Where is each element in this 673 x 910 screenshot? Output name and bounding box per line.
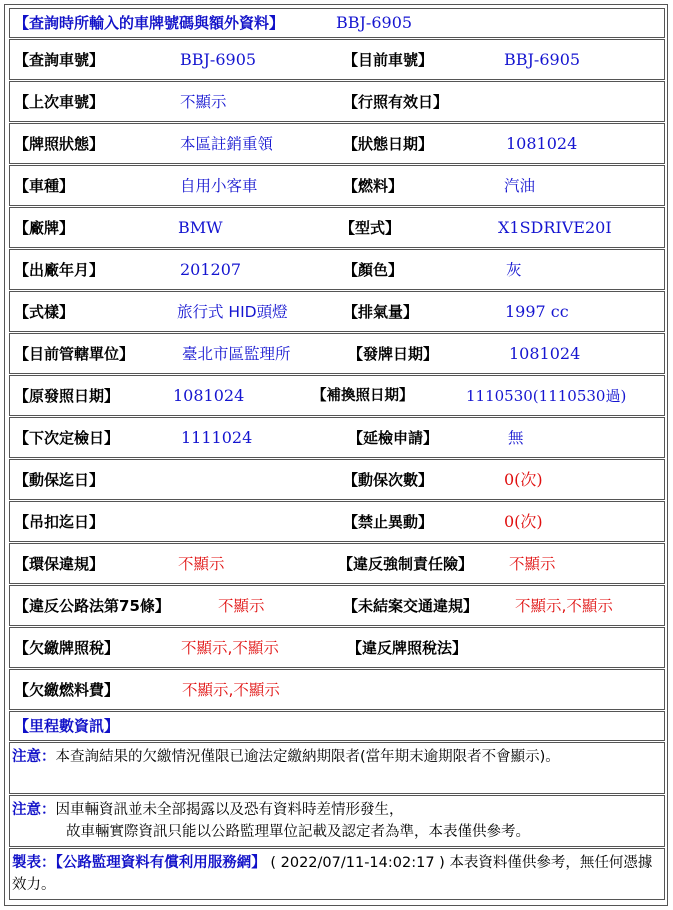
- value-body-style: 旅行式 HID頭燈: [177, 303, 288, 321]
- footer-label: 製表：: [12, 855, 56, 871]
- label-unpaid-fuel-fee: 【欠繳燃料費】: [14, 681, 120, 699]
- note2-line2-block: [66, 821, 530, 843]
- label-brand: 【廠牌】: [14, 219, 75, 237]
- value-vehicle-type: 自用小客車: [180, 177, 258, 195]
- query-header-plate: BBJ-6905: [336, 13, 413, 32]
- label-suspension-end: 【吊扣迄日】: [14, 513, 105, 531]
- value-chattel-mortgage-count: 0(次): [504, 470, 543, 489]
- value-plate-issue-date: 1081024: [509, 344, 581, 363]
- label-chattel-mortgage-count: 【動保次數】: [343, 471, 434, 489]
- label-plate-issue-date: 【發牌日期】: [348, 345, 439, 363]
- footer-row: [9, 848, 665, 900]
- footer-text: 本表資料僅供參考，無任何憑據效力。: [12, 855, 653, 893]
- note2-line2: 故車輛實際資訊只能以公路監理單位記載及認定者為準，本表僅供參考。: [66, 824, 530, 840]
- row-highway-act-violation: [9, 585, 665, 626]
- note2-label: 注意：: [12, 802, 56, 818]
- value-open-traffic-violation: 不顯示,不顯示: [515, 597, 613, 615]
- value-reissue-date: 1110530(1110530過): [466, 387, 627, 405]
- row-jurisdiction: [9, 333, 665, 374]
- note1-text-block: [12, 746, 660, 768]
- row-environmental-violation: [9, 543, 665, 584]
- value-plate-status: 本區註銷重領: [180, 135, 274, 153]
- label-jurisdiction: 【目前管轄單位】: [14, 345, 135, 363]
- value-manufacture-date: 201207: [180, 260, 242, 279]
- label-model: 【型式】: [340, 219, 401, 237]
- label-previous-plate: 【上次車號】: [14, 93, 105, 111]
- row-plate-status: [9, 123, 665, 164]
- row-previous-plate: [9, 81, 665, 122]
- value-color: 灰: [506, 261, 522, 279]
- label-color: 【顏色】: [343, 261, 404, 279]
- label-license-tax-violation: 【違反牌照稅法】: [347, 639, 468, 657]
- row-query-plate: [9, 39, 665, 80]
- value-unpaid-fuel-fee: 不顯示,不顯示: [182, 681, 280, 699]
- value-original-license-date: 1081024: [173, 386, 245, 405]
- value-unpaid-license-tax: 不顯示,不顯示: [181, 639, 279, 657]
- label-insurance-violation: 【違反強制責任險】: [338, 555, 474, 573]
- row-manufacture-date: [9, 249, 665, 290]
- note1-text: 本查詢結果的欠繳情況僅限已逾法定繳納期限者(當年期末逾期限者不會顯示)。: [55, 749, 560, 765]
- label-chattel-mortgage-end: 【動保迄日】: [14, 471, 105, 489]
- value-insurance-violation: 不顯示: [509, 555, 556, 573]
- value-environmental-violation: 不顯示: [178, 555, 225, 573]
- label-query-plate: 【查詢車號】: [14, 51, 105, 69]
- mileage-label: 【里程數資訊】: [14, 717, 120, 735]
- query-header-title: 【查詢時所輸入的車牌號碼與額外資料】: [14, 14, 285, 32]
- label-environmental-violation: 【環保違規】: [14, 555, 105, 573]
- label-fuel: 【燃料】: [343, 177, 404, 195]
- value-displacement: 1997 cc: [505, 302, 569, 321]
- label-status-date: 【狀態日期】: [343, 135, 434, 153]
- note2-line1-block: [12, 799, 404, 821]
- note1-label: 注意：: [12, 749, 56, 765]
- value-fuel: 汽油: [504, 177, 536, 195]
- label-body-style: 【式樣】: [14, 303, 75, 321]
- note2-line1: 因車輛資訊並未全部揭露以及恐有資料時差情形發生，: [55, 802, 404, 818]
- label-license-valid-date: 【行照有效日】: [343, 93, 449, 111]
- value-brand: BMW: [178, 218, 223, 237]
- row-brand: [9, 207, 665, 248]
- label-transfer-prohibited: 【禁止異動】: [343, 513, 434, 531]
- label-manufacture-date: 【出廠年月】: [14, 261, 105, 279]
- label-reissue-date: 【補換照日期】: [312, 388, 414, 404]
- label-highway-act-violation: 【違反公路法第75條】: [14, 597, 170, 615]
- value-model: X1SDRIVE20I: [498, 218, 612, 237]
- value-transfer-prohibited: 0(次): [504, 512, 543, 531]
- footer-service: 【公路監理資料有償利用服務網】: [55, 855, 266, 871]
- value-status-date: 1081024: [506, 134, 578, 153]
- note2-row: [9, 795, 665, 847]
- query-header-row: [9, 8, 665, 38]
- value-highway-act-violation: 不顯示: [218, 597, 265, 615]
- value-previous-plate: 不顯示: [180, 93, 227, 111]
- label-next-inspection: 【下次定檢日】: [14, 429, 120, 447]
- footer-text-block: [12, 852, 660, 896]
- label-displacement: 【排氣量】: [343, 303, 419, 321]
- footer-timestamp: ( 2022/07/11-14:02:17 ): [270, 855, 445, 871]
- value-inspection-extension: 無: [508, 429, 524, 447]
- label-unpaid-license-tax: 【欠繳牌照稅】: [14, 639, 120, 657]
- label-current-plate: 【目前車號】: [343, 51, 434, 69]
- row-body-style: [9, 291, 665, 332]
- label-vehicle-type: 【車種】: [14, 177, 75, 195]
- mileage-row: [9, 711, 665, 741]
- value-current-plate: BBJ-6905: [504, 50, 581, 69]
- value-jurisdiction: 臺北市區監理所: [182, 345, 291, 363]
- row-vehicle-type: [9, 165, 665, 206]
- label-original-license-date: 【原發照日期】: [14, 387, 120, 405]
- row-unpaid-fuel-fee: [9, 669, 665, 710]
- label-inspection-extension: 【延檢申請】: [348, 429, 439, 447]
- label-plate-status: 【牌照狀態】: [14, 135, 105, 153]
- row-chattel-mortgage-end: [9, 459, 665, 500]
- row-suspension-end: [9, 501, 665, 542]
- value-query-plate: BBJ-6905: [180, 50, 257, 69]
- row-next-inspection: [9, 417, 665, 458]
- note1-row: [9, 742, 665, 794]
- value-next-inspection: 1111024: [181, 428, 253, 447]
- label-open-traffic-violation: 【未結案交通違規】: [343, 597, 479, 615]
- row-original-license-date: [9, 375, 665, 416]
- row-unpaid-license-tax: [9, 627, 665, 668]
